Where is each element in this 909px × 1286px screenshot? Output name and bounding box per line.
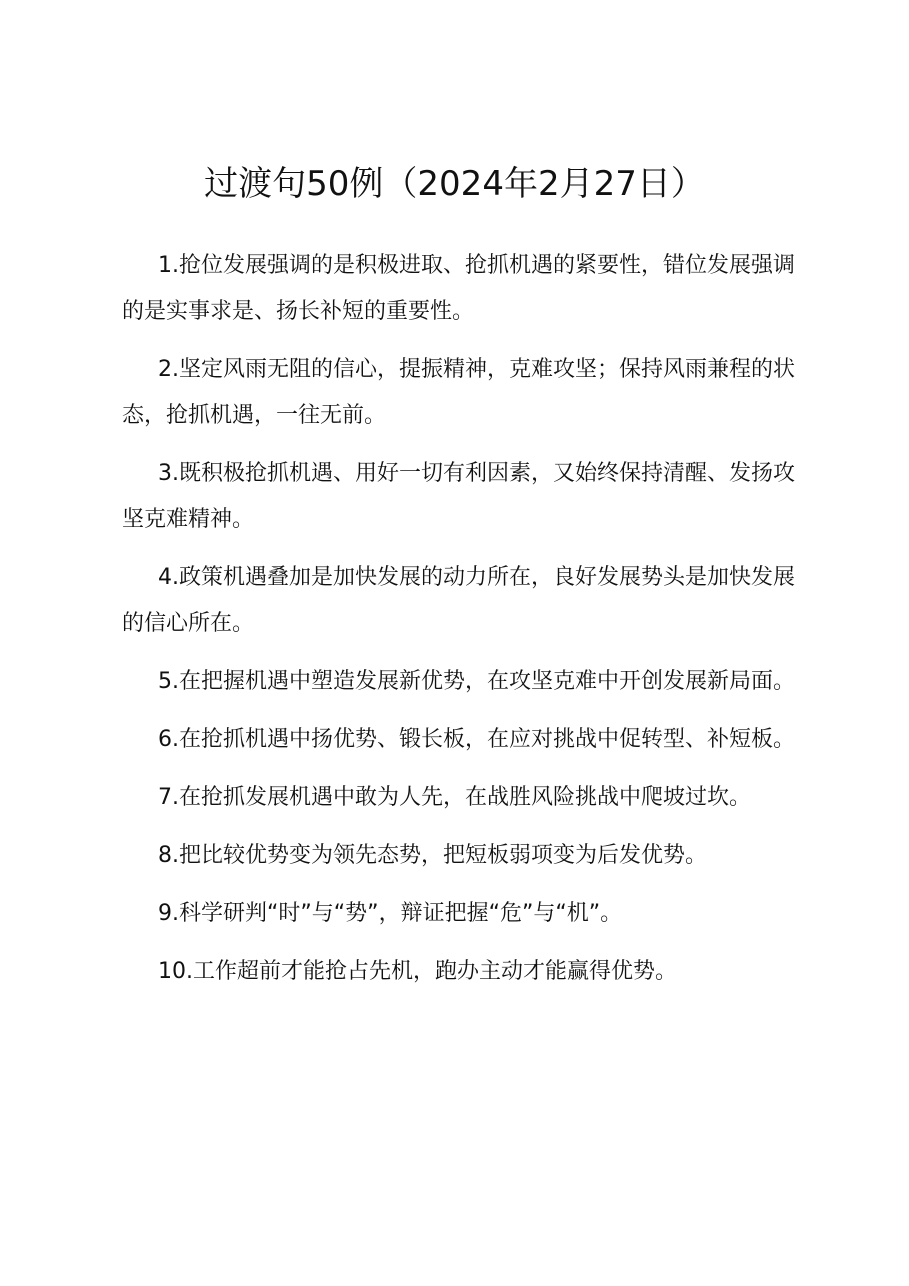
paragraph-9: 9.科学研判“时”与“势”，辩证把握“危”与“机”。	[158, 901, 623, 926]
paragraph-7: 7.在抢抓发展机遇中敢为人先，在战胜风险挑战中爬坡过坎。	[158, 785, 751, 810]
paragraph-10: 10.工作超前才能抢占先机，跑办主动才能赢得优势。	[158, 959, 677, 984]
paragraph-8: 8.把比较优势变为领先态势，把短板弱项变为后发优势。	[158, 843, 707, 868]
document-title: 过渡句50例（2024年2月27日）	[204, 164, 705, 204]
paragraph-4: 4.政策机遇叠加是加快发展的动力所在，良好发展势头是加快发展的信心所在。	[122, 565, 795, 636]
paragraph-6: 6.在抢抓机遇中扬优势、锻长板，在应对挑战中促转型、补短板。	[158, 727, 795, 752]
document-body	[122, 243, 802, 1007]
paragraph-5: 5.在把握机遇中塑造发展新优势，在攻坚克难中开创发展新局面。	[158, 669, 795, 694]
paragraph-2: 2.坚定风雨无阻的信心，提振精神，克难攻坚；保持风雨兼程的状态，抢抓机遇，一往无前。	[122, 357, 795, 428]
paragraph-1: 1.抢位发展强调的是积极进取、抢抓机遇的紧要性，错位发展强调的是实事求是、扬长补短的重要性。	[122, 253, 795, 324]
paragraph-3: 3.既积极抢抓机遇、用好一切有利因素，又始终保持清醒、发扬攻坚克难精神。	[122, 461, 795, 532]
